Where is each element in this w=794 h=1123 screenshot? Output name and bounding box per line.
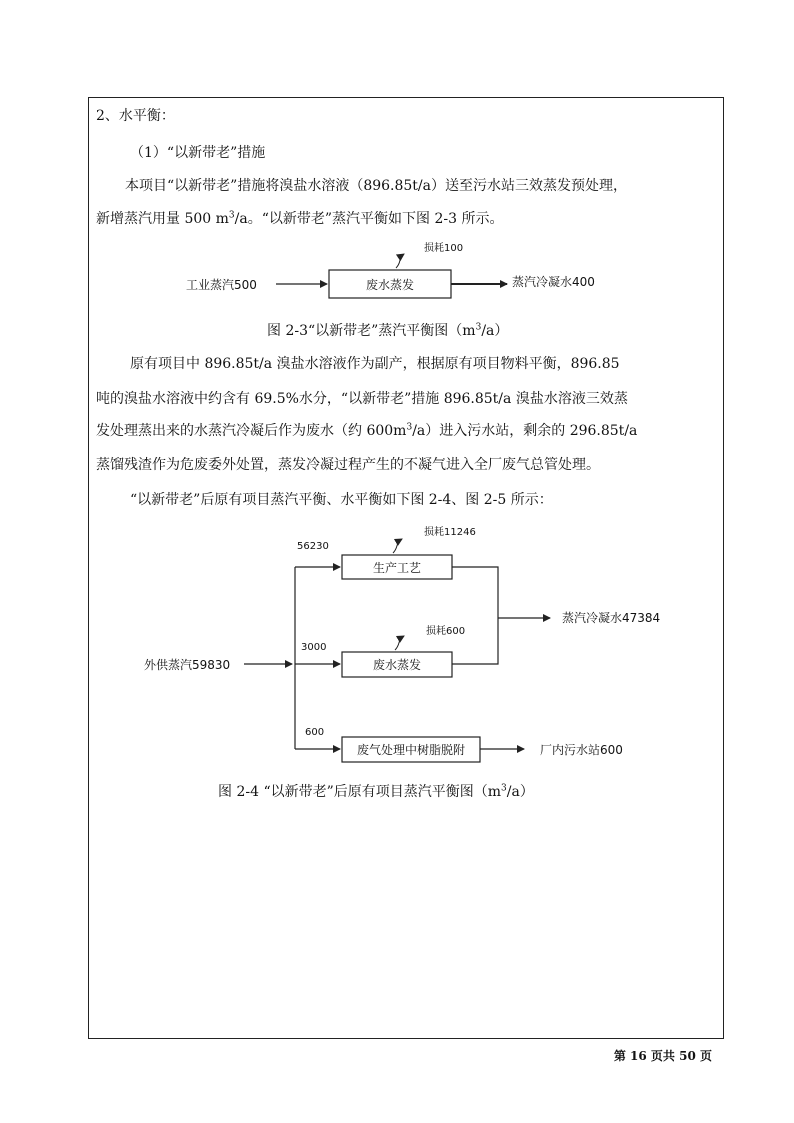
- para1-line2: 新增蒸汽用量 500 $m^3/a$。“以新带老”蒸汽平衡如下图 2-3 所示。: [96, 210, 504, 227]
- fig24-loss1-label: 损耗11246: [424, 527, 476, 538]
- section-heading: 2、水平衡：: [96, 108, 175, 124]
- fig23-loss-label: 损耗100: [424, 243, 464, 254]
- fig24-box3-label: 废气处理中树脂脱附: [356, 743, 466, 757]
- fig24-branch1-value: 56230: [297, 541, 329, 552]
- fig24-output1-label: 蒸汽冷凝水47384: [562, 611, 661, 625]
- para2-line3: 发处理蒸出来的水蒸汽冷凝后作为废水（约 $600m^3/a$）进入污水站，剩余的 296.85t/a: [96, 422, 638, 439]
- para2-line4: 蒸馏残渣作为危废委外处置，蒸发冷凝过程产生的不凝气进入全厂废气总管处理。: [96, 457, 600, 473]
- fig23-output-label: 蒸汽冷凝水400: [512, 275, 595, 289]
- para2-line1: 原有项目中 896.85t/a 溴盐水溶液作为副产，根据原有项目物料平衡，896.85: [130, 356, 620, 372]
- subsection-heading: （1）“以新带老”措施: [130, 145, 266, 161]
- fig24-input-label: 外供蒸汽59830: [144, 658, 231, 672]
- fig24-loss1-arrow: [393, 539, 402, 553]
- fig24-box1-label: 生产工艺: [372, 561, 422, 575]
- fig23-input-label: 工业蒸汽500: [186, 278, 257, 292]
- fig24-merge-line: [452, 567, 498, 664]
- fig23-box-label: 废水蒸发: [365, 278, 415, 292]
- figure-2-4-caption: 图 2-4 “以新带老”后原有项目蒸汽平衡图$(m^3/a)$: [218, 783, 534, 800]
- page-footer: 第 16 页共 50 页: [613, 1049, 712, 1063]
- para2-line5: “以新带老”后原有项目蒸汽平衡、水平衡如下图 2-4、图 2-5 所示：: [130, 492, 553, 508]
- fig24-output2-label: 厂内污水站600: [540, 743, 623, 757]
- fig24-branch3-value: 600: [305, 727, 325, 738]
- fig24-branch2-value: 3000: [301, 642, 327, 653]
- para2-line2: 吨的溴盐水溶液中约含有 69.5%水分，“以新带老”措施 896.85t/a 溴盐水溶液三效蒸: [96, 391, 628, 407]
- figure-2-3-caption: 图 2-3“以新带老”蒸汽平衡图$(m^3/a)$: [267, 322, 509, 339]
- fig24-loss2-arrow: [395, 636, 404, 650]
- fig24-loss2-label: 损耗600: [426, 626, 466, 637]
- para1-line1: 本项目“以新带老”措施将溴盐水溶液（896.85t/a）送至污水站三效蒸发预处理，: [125, 178, 627, 194]
- fig24-box2-label: 废水蒸发: [372, 658, 422, 672]
